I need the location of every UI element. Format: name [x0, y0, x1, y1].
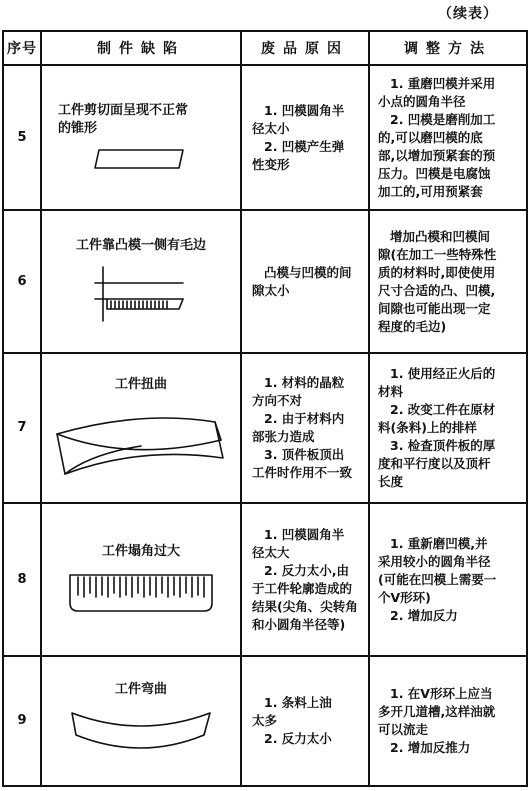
- row-number: 5: [3, 65, 41, 210]
- adjust-line: 1. 在V形环上应当: [390, 686, 493, 701]
- adjust-line: 质的材料时,即使使用: [378, 264, 496, 280]
- adjust-line: 可以流走: [378, 722, 429, 737]
- cause-line: 径太大: [252, 544, 290, 560]
- cause-line: 径太小: [252, 120, 290, 136]
- defect-cell: [41, 353, 241, 503]
- adjust-line: 多开几道槽,这样油就: [378, 704, 496, 719]
- cause-line: 和小圆角半径等): [252, 616, 346, 632]
- cause-line: 隙太小: [252, 282, 290, 298]
- cause-line: 太多: [252, 713, 278, 728]
- continued-label: （续表）: [438, 6, 498, 22]
- defect-text: 工件扭曲: [114, 377, 167, 392]
- defect-cell: [41, 503, 241, 656]
- cause-cell: [241, 656, 369, 786]
- header-defect: 制件缺陷: [41, 31, 241, 65]
- adjust-line: 增加凸模和凹模间: [390, 228, 491, 244]
- cause-line: 2. 凹模产生弹: [264, 138, 345, 154]
- defects-table: [2, 30, 528, 787]
- adjust-line: 1. 使用经正火后的: [390, 366, 496, 381]
- adjust-line: 小点的圆角半径: [378, 93, 466, 109]
- row-number: 6: [3, 210, 41, 353]
- cause-line: 1. 凹模圆角半: [264, 102, 345, 118]
- adjust-line: (可能在凹模上需要一: [378, 571, 497, 587]
- adjust-line: 1. 重新磨凹模,并: [390, 535, 488, 551]
- defect-text: 工件弯曲: [114, 682, 167, 697]
- row-number: 9: [3, 656, 41, 786]
- burr-edge-sketch: [91, 261, 191, 327]
- header-row: [3, 31, 527, 65]
- cause-line: 2. 反力太小,由: [264, 562, 350, 578]
- adjust-line: 料(条料)上的排样: [378, 420, 477, 435]
- cause-line: 于工件轮廓造成的: [252, 580, 353, 596]
- adjust-line: 程度的毛边): [378, 318, 447, 334]
- cause-line: 3. 顶件板顶出: [264, 447, 345, 462]
- adjust-line: 2. 增加反力: [390, 607, 458, 623]
- cause-line: 部张力造成: [252, 429, 315, 444]
- cause-cell: [241, 210, 369, 353]
- adjust-line: 采用较小的圆角半径: [378, 553, 491, 569]
- row-number: 8: [3, 503, 41, 656]
- adjust-cell: [369, 353, 527, 503]
- adjust-line: 压力。凹模是电腐蚀: [378, 165, 491, 181]
- twisted-part-sketch: [51, 400, 231, 480]
- cause-cell: [241, 65, 369, 210]
- adjust-line: 材料: [378, 384, 404, 399]
- defect-text: 工件塌角过大: [101, 543, 180, 559]
- defect-text: 的锥形: [58, 120, 98, 136]
- cause-cell: [241, 353, 369, 503]
- adjust-line: 2. 改变工件在原材: [390, 402, 496, 417]
- adjust-line: 度和平行度以及顶杆: [378, 456, 491, 471]
- table-row: [3, 210, 527, 353]
- table-row: [3, 503, 527, 656]
- cause-line: 1. 条料上油: [264, 695, 332, 710]
- adjust-cell: [369, 65, 527, 210]
- defect-cell: [41, 210, 241, 353]
- defect-cell: [41, 656, 241, 786]
- adjust-line: 长度: [378, 474, 404, 489]
- rollover-edge-sketch: [66, 567, 216, 617]
- cause-line: 方向不对: [252, 393, 303, 408]
- adjust-line: 1. 重磨凹模并采用: [390, 75, 496, 91]
- adjust-line: 尺寸合适的凸、凹模,: [378, 282, 496, 298]
- adjust-line: 间隙也可能出现一定: [378, 300, 491, 316]
- defect-text: 工件靠凸模一侧有毛边: [75, 237, 206, 253]
- adjust-line: 2. 凹模是磨削加工: [390, 111, 496, 127]
- defect-cell: [41, 65, 241, 210]
- adjust-cell: [369, 656, 527, 786]
- cause-line: 性变形: [252, 156, 290, 172]
- cause-line: 2. 反力太小: [264, 731, 332, 746]
- header-seq: 序号: [3, 31, 41, 65]
- cause-line: 结果(尖角、尖转角: [252, 598, 358, 614]
- table-row: [3, 65, 527, 210]
- cause-line: 凸模与凹模的间: [264, 264, 352, 280]
- adjust-cell: [369, 503, 527, 656]
- adjust-line: 加工的,可用预紧套: [378, 183, 483, 199]
- adjust-line: 部,以增加预紧套的预: [378, 147, 496, 163]
- row-number: 7: [3, 353, 41, 503]
- header-cause: 废品原因: [241, 31, 369, 65]
- tapered-blank-sketch: [91, 144, 191, 174]
- defect-text: 工件剪切面呈现不正常: [58, 102, 189, 118]
- cause-line: 1. 材料的晶粒: [264, 375, 345, 390]
- cause-line: 工件时作用不一致: [252, 465, 353, 480]
- table-row: [3, 656, 527, 786]
- bent-part-sketch: [66, 705, 216, 761]
- adjust-line: 2. 增加反推力: [390, 740, 471, 755]
- adjust-line: 3. 检查顶件板的厚: [390, 438, 496, 453]
- cause-line: 1. 凹模圆角半: [264, 526, 345, 542]
- adjust-line: 的,可以磨凹模的底: [378, 129, 483, 145]
- cause-line: 2. 由于材料内: [264, 411, 345, 426]
- adjust-cell: [369, 210, 527, 353]
- cause-cell: [241, 503, 369, 656]
- adjust-line: 隙(在加工一些特殊性: [378, 246, 497, 262]
- adjust-line: 个V形环): [378, 589, 431, 605]
- table-row: [3, 353, 527, 503]
- header-adjust: 调整方法: [369, 31, 527, 65]
